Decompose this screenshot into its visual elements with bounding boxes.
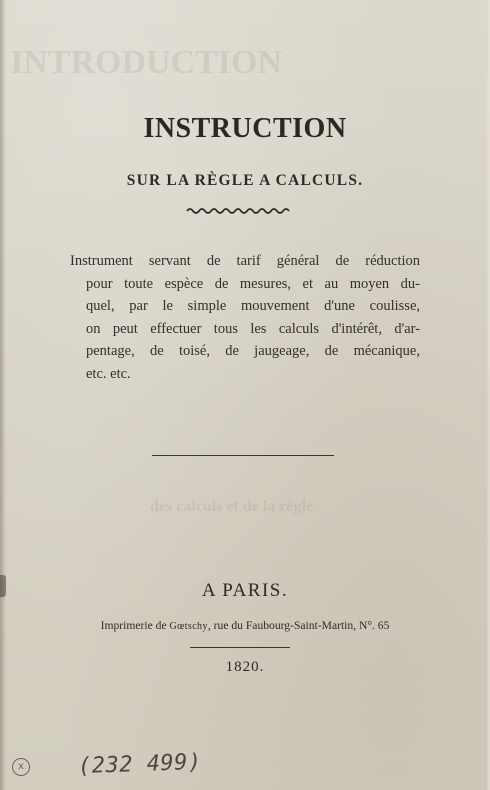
description-line: quel, par le simple mouvement d'une coulisse,: [86, 298, 420, 314]
printer-address: , rue du Faubourg-Saint-Martin, N°. 65: [207, 619, 390, 632]
document-title: INSTRUCTION: [143, 113, 347, 144]
wavy-ornament: [186, 206, 292, 216]
horizontal-rule: [152, 455, 334, 456]
document-subtitle: SUR LA RÈGLE A CALCULS.: [126, 172, 364, 189]
library-stamp-icon: x: [12, 758, 30, 776]
publication-place: A PARIS.: [201, 580, 289, 601]
show-through-text: des calculs et de la règle: [150, 498, 314, 515]
printer-imprint: [0, 619, 490, 632]
description-line: pentage, de toisé, de jaugeage, de mécanique,: [86, 343, 420, 359]
printer-name: Gœtschy: [169, 621, 208, 632]
short-rule: [190, 647, 290, 648]
description-line: on peut effectuer tous les calculs d'intérêt, d'ar-: [86, 320, 420, 337]
show-through-text: INTRODUCTION: [10, 44, 283, 81]
description-line: Instrument servant de tarif général de réduction: [70, 253, 420, 269]
handwritten-shelfmark: (232 499): [77, 749, 203, 780]
description-paragraph: [70, 250, 420, 385]
printer-prefix: Imprimerie de: [100, 619, 167, 632]
description-line: pour toute espèce de mesures, et au moyen du-: [86, 275, 420, 292]
publication-year: 1820.: [225, 659, 265, 675]
description-line: etc. etc.: [86, 365, 131, 382]
